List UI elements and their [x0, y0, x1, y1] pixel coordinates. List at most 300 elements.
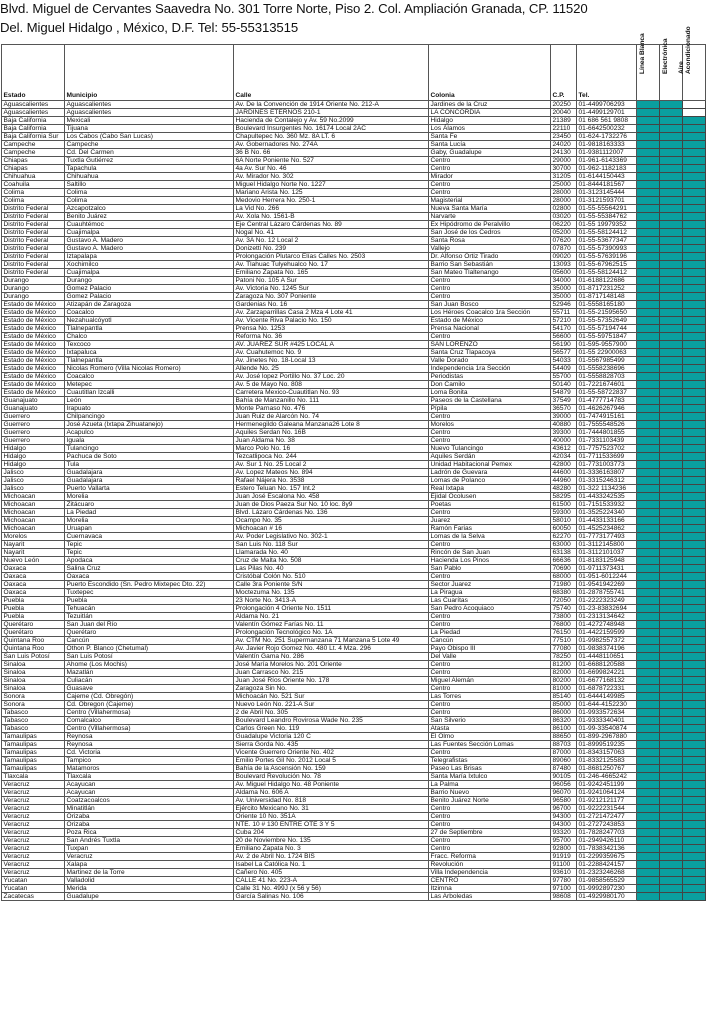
cell-calle: 23 Norte No. 3413-A — [234, 597, 429, 605]
table-row — [2, 533, 706, 541]
cell-estado: Tamaulipas — [2, 749, 65, 757]
service-electronica — [660, 229, 683, 237]
service-aire — [683, 221, 706, 229]
cell-estado: Guanajuato — [2, 405, 65, 413]
service-linea-blanca — [637, 509, 660, 517]
cell-estado: Jalisco — [2, 485, 65, 493]
cell-colonia: Santa Rosa — [429, 237, 551, 245]
service-aire — [683, 117, 706, 125]
service-electronica — [660, 389, 683, 397]
table-row — [2, 853, 706, 861]
service-linea-blanca — [637, 821, 660, 829]
cell-municipio: Saltillo — [65, 181, 234, 189]
cell-cp: 20040 — [551, 109, 577, 117]
service-linea-blanca — [637, 349, 660, 357]
service-linea-blanca — [637, 717, 660, 725]
cell-cp: 05600 — [551, 269, 577, 277]
cell-cp: 86100 — [551, 725, 577, 733]
service-linea-blanca — [637, 589, 660, 597]
cell-cp: 42034 — [551, 453, 577, 461]
table-row — [2, 597, 706, 605]
cell-estado: Michoacan — [2, 501, 65, 509]
cell-municipio: San Juan del Río — [65, 621, 234, 629]
cell-estado: Distrito Federal — [2, 261, 65, 269]
cell-cp: 96056 — [551, 781, 577, 789]
cell-estado: Puebla — [2, 597, 65, 605]
cell-estado: Michoacan — [2, 493, 65, 501]
cell-municipio: Veracruz — [65, 853, 234, 861]
service-aire — [683, 853, 706, 861]
cell-estado: Oaxaca — [2, 573, 65, 581]
service-electronica — [660, 485, 683, 493]
service-electronica — [660, 589, 683, 597]
cell-estado: Sinaloa — [2, 685, 65, 693]
cell-calle: Av. Xola No. 1561-B — [234, 213, 429, 221]
table-row — [2, 413, 706, 421]
service-electronica — [660, 573, 683, 581]
table-row — [2, 877, 706, 885]
cell-colonia: San José de los Cedros — [429, 229, 551, 237]
service-aire — [683, 533, 706, 541]
cell-estado: Oaxaca — [2, 589, 65, 597]
table-row — [2, 165, 706, 173]
cell-tel: 01-961-6143369 — [577, 157, 637, 165]
service-electronica — [660, 253, 683, 261]
cell-colonia: Las Torres — [429, 693, 551, 701]
cell-colonia: Ladrón de Guevara — [429, 469, 551, 477]
cell-colonia: San Pablo — [429, 565, 551, 573]
cell-calle: Av. CTM No. 251 Supermanzana 71 Manzana 5 Lote 49 — [234, 637, 429, 645]
cell-cp: 81000 — [551, 685, 577, 693]
cell-colonia: Centro — [429, 157, 551, 165]
service-linea-blanca — [637, 213, 660, 221]
service-linea-blanca — [637, 789, 660, 797]
cell-estado: Distrito Federal — [2, 205, 65, 213]
table-row — [2, 453, 706, 461]
cell-cp: 44960 — [551, 477, 577, 485]
service-linea-blanca — [637, 157, 660, 165]
cell-tel: 01-55-57390993 — [577, 245, 637, 253]
service-aire — [683, 765, 706, 773]
cell-estado: Querétaro — [2, 621, 65, 629]
column-header-tel: Tel. — [577, 45, 637, 101]
cell-colonia: Don Camilo — [429, 381, 551, 389]
cell-colonia: Centro — [429, 437, 551, 445]
cell-colonia: Paseos de la Castellana — [429, 397, 551, 405]
table-row — [2, 821, 706, 829]
cell-municipio: Colima — [65, 197, 234, 205]
cell-estado: Campeche — [2, 141, 65, 149]
service-aire — [683, 637, 706, 645]
service-electronica — [660, 493, 683, 501]
cell-colonia: Gaby, Guadalupe — [429, 149, 551, 157]
service-aire — [683, 813, 706, 821]
cell-cp: 39300 — [551, 429, 577, 437]
service-electronica — [660, 861, 683, 869]
cell-municipio: Zitácuaro — [65, 501, 234, 509]
cell-tel: 01-4448110651 — [577, 653, 637, 661]
cell-tel: 01-6144150443 — [577, 173, 637, 181]
cell-cp: 54409 — [551, 365, 577, 373]
service-electronica — [660, 221, 683, 229]
cell-tel: 01-4525234862 — [577, 525, 637, 533]
cell-tel: 01-6642500232 — [577, 125, 637, 133]
cell-colonia: Las Arboledas — [429, 893, 551, 901]
cell-calle: Guadalupe Victoria 120 C — [234, 733, 429, 741]
cell-municipio: Oaxaca — [65, 573, 234, 581]
service-linea-blanca — [637, 877, 660, 885]
service-linea-blanca — [637, 733, 660, 741]
cell-colonia: La Piragua — [429, 589, 551, 597]
cell-colonia: Periodistas — [429, 373, 551, 381]
cell-calle: Aldama No. 21 — [234, 613, 429, 621]
table-row — [2, 405, 706, 413]
cell-tel: 01-8717148148 — [577, 293, 637, 301]
service-aire — [683, 173, 706, 181]
cell-estado: Estado de México — [2, 333, 65, 341]
service-aire — [683, 293, 706, 301]
service-linea-blanca — [637, 669, 660, 677]
cell-calle: 4a Av. Sur No. 46 — [234, 165, 429, 173]
service-aire — [683, 773, 706, 781]
cell-estado: Michoacan — [2, 509, 65, 517]
cell-colonia: Centro — [429, 845, 551, 853]
cell-estado: Morelos — [2, 533, 65, 541]
service-electronica — [660, 181, 683, 189]
column-header-estado: Estado — [2, 45, 65, 101]
cell-cp: 55711 — [551, 309, 577, 317]
cell-estado: Sinaloa — [2, 677, 65, 685]
cell-municipio: Coacalco — [65, 309, 234, 317]
service-aire — [683, 869, 706, 877]
service-aire — [683, 677, 706, 685]
table-row — [2, 669, 706, 677]
cell-municipio: La Piedad — [65, 509, 234, 517]
cell-calle: Av. Vicente Riva Palacio No. 150 — [234, 317, 429, 325]
cell-calle: Juan Carrasco No. 215 — [234, 669, 429, 677]
service-electronica — [660, 413, 683, 421]
service-aire — [683, 245, 706, 253]
cell-tel: 01-8183125948 — [577, 557, 637, 565]
column-header-calle: Calle — [234, 45, 429, 101]
table-row — [2, 741, 706, 749]
cell-tel: 01-7828247703 — [577, 829, 637, 837]
cell-cp: 97100 — [551, 885, 577, 893]
cell-cp: 89060 — [551, 757, 577, 765]
cell-tel: 01-9222231544 — [577, 805, 637, 813]
cell-cp: 20250 — [551, 101, 577, 109]
cell-municipio: Morelia — [65, 493, 234, 501]
service-linea-blanca — [637, 853, 660, 861]
cell-colonia: Centro — [429, 277, 551, 285]
service-electronica — [660, 349, 683, 357]
cell-estado: Veracruz — [2, 797, 65, 805]
cell-cp: 95700 — [551, 837, 577, 845]
cell-estado: Quintana Roo — [2, 637, 65, 645]
table-row — [2, 269, 706, 277]
table-row — [2, 277, 706, 285]
table-row — [2, 621, 706, 629]
table-row — [2, 197, 706, 205]
table-row — [2, 845, 706, 853]
cell-municipio: Cancún — [65, 637, 234, 645]
cell-municipio: Chilpancingo — [65, 413, 234, 421]
table-row — [2, 317, 706, 325]
cell-tel: 01-5567985499 — [577, 357, 637, 365]
cell-estado: Zacatecas — [2, 893, 65, 901]
cell-cp: 22110 — [551, 125, 577, 133]
cell-cp: 09020 — [551, 253, 577, 261]
cell-cp: 59300 — [551, 509, 577, 517]
column-header-linea-blanca-label: Línea Blanca — [639, 33, 646, 74]
table-row — [2, 605, 706, 613]
cell-colonia: Centro — [429, 709, 551, 717]
cell-municipio: San Andrés Tuxtla — [65, 837, 234, 845]
service-aire — [683, 829, 706, 837]
cell-tel: 01-595-9557900 — [577, 341, 637, 349]
cell-colonia: Unidad Habitacional Pemex — [429, 461, 551, 469]
service-aire — [683, 645, 706, 653]
cell-cp: 34000 — [551, 277, 577, 285]
cell-calle: Av. Poder Legislativo No. 302-1 — [234, 533, 429, 541]
cell-tel: 01-8717231252 — [577, 285, 637, 293]
service-electronica — [660, 421, 683, 429]
service-linea-blanca — [637, 597, 660, 605]
cell-tel: 01-7331103439 — [577, 437, 637, 445]
cell-colonia: Santa Cruz Tlapacoya — [429, 349, 551, 357]
cell-cp: 68000 — [551, 573, 577, 581]
cell-colonia: Barrio San Sebastián — [429, 261, 551, 269]
service-electronica — [660, 709, 683, 717]
cell-calle: Medovio Herrera No. 250-1 — [234, 197, 429, 205]
service-linea-blanca — [637, 813, 660, 821]
service-aire — [683, 565, 706, 573]
service-electronica — [660, 365, 683, 373]
table-row — [2, 541, 706, 549]
service-aire — [683, 317, 706, 325]
service-linea-blanca — [637, 661, 660, 669]
cell-estado: Estado de México — [2, 349, 65, 357]
service-aire — [683, 837, 706, 845]
cell-cp: 21389 — [551, 117, 577, 125]
cell-colonia: Centro — [429, 621, 551, 629]
table-row — [2, 205, 706, 213]
cell-estado: Estado de México — [2, 373, 65, 381]
cell-municipio: Puebla — [65, 597, 234, 605]
cell-cp: 70690 — [551, 565, 577, 573]
service-linea-blanca — [637, 637, 660, 645]
table-row — [2, 229, 706, 237]
cell-cp: 92800 — [551, 845, 577, 853]
service-aire — [683, 325, 706, 333]
service-linea-blanca — [637, 357, 660, 365]
cell-colonia: Centro — [429, 189, 551, 197]
cell-tel: 01-9381112007 — [577, 149, 637, 157]
cell-municipio: Acapulco — [65, 429, 234, 437]
cell-tel: 01-55-21595650 — [577, 309, 637, 317]
cell-estado: Tabasco — [2, 709, 65, 717]
cell-colonia: Prensa Nacional — [429, 325, 551, 333]
cell-municipio: Tuxtla Gutiérrez — [65, 157, 234, 165]
service-linea-blanca — [637, 389, 660, 397]
cell-cp: 02800 — [551, 205, 577, 213]
cell-colonia: Santa Fe — [429, 133, 551, 141]
cell-municipio: Cuautitlan Izcalli — [65, 389, 234, 397]
service-electronica — [660, 269, 683, 277]
service-aire — [683, 101, 706, 109]
service-linea-blanca — [637, 293, 660, 301]
cell-calle: Av. Sur 1 No. 25 Local 2 — [234, 461, 429, 469]
cell-cp: 35000 — [551, 293, 577, 301]
table-row — [2, 789, 706, 797]
service-linea-blanca — [637, 477, 660, 485]
cell-calle: Calle 3ra Poniente S/N — [234, 581, 429, 589]
cell-estado: Michoacan — [2, 525, 65, 533]
cell-colonia: San Pedro Acoquiaco — [429, 605, 551, 613]
cell-cp: 56577 — [551, 349, 577, 357]
cell-tel: 01-55-67962515 — [577, 261, 637, 269]
service-linea-blanca — [637, 701, 660, 709]
cell-colonia: La Palma — [429, 781, 551, 789]
cell-estado: Estado de México — [2, 325, 65, 333]
cell-estado: Guanajuato — [2, 397, 65, 405]
cell-estado: Colima — [2, 197, 65, 205]
cell-calle: Michoacan # 16 — [234, 525, 429, 533]
cell-tel: 01-7474915161 — [577, 413, 637, 421]
service-electronica — [660, 605, 683, 613]
cell-estado: Aguascalientes — [2, 101, 65, 109]
cell-cp: 91919 — [551, 853, 577, 861]
cell-cp: 75740 — [551, 605, 577, 613]
cell-municipio: Cd. Del Carmen — [65, 149, 234, 157]
cell-tel: 01-6688120588 — [577, 661, 637, 669]
service-linea-blanca — [637, 741, 660, 749]
table-row — [2, 173, 706, 181]
cell-calle: Av. Universidad No. 818 — [234, 797, 429, 805]
cell-tel: 01-7555548526 — [577, 421, 637, 429]
cell-colonia: Centro — [429, 573, 551, 581]
cell-tel: 01-55-59751847 — [577, 333, 637, 341]
service-linea-blanca — [637, 845, 660, 853]
cell-colonia: Estado de México — [429, 317, 551, 325]
cell-estado: Durango — [2, 293, 65, 301]
cell-colonia: El Olmo — [429, 733, 551, 741]
service-aire — [683, 237, 706, 245]
cell-colonia: Hacienda Los Pinos — [429, 557, 551, 565]
service-aire — [683, 157, 706, 165]
cell-calle: Michoacán No. 521 Sur — [234, 693, 429, 701]
table-row — [2, 333, 706, 341]
table-row — [2, 469, 706, 477]
service-linea-blanca — [637, 493, 660, 501]
cell-colonia: Centro — [429, 821, 551, 829]
cell-estado: Distrito Federal — [2, 245, 65, 253]
table-row — [2, 653, 706, 661]
cell-tel: 01-9933572634 — [577, 709, 637, 717]
cell-cp: 78250 — [551, 653, 577, 661]
cell-calle: Juan José Ríos Oriente No. 178 — [234, 677, 429, 685]
service-aire — [683, 493, 706, 501]
cell-cp: 82000 — [551, 669, 577, 677]
cell-cp: 87480 — [551, 765, 577, 773]
table-row — [2, 245, 706, 253]
service-electronica — [660, 533, 683, 541]
service-linea-blanca — [637, 445, 660, 453]
cell-tel: 01-55-58124412 — [577, 269, 637, 277]
cell-colonia: Los Héroes Coacalco 1ra Sección — [429, 309, 551, 317]
service-electronica — [660, 141, 683, 149]
service-electronica — [660, 261, 683, 269]
table-row — [2, 805, 706, 813]
cell-colonia: Loma Bonita — [429, 389, 551, 397]
cell-calle: Prolongación Plutarco Elías Calles No. 2503 — [234, 253, 429, 261]
service-linea-blanca — [637, 557, 660, 565]
service-aire — [683, 461, 706, 469]
service-linea-blanca — [637, 797, 660, 805]
table-row — [2, 893, 706, 901]
cell-cp: 77080 — [551, 645, 577, 653]
cell-cp: 66636 — [551, 557, 577, 565]
cell-estado: Baja California — [2, 117, 65, 125]
cell-calle: Emilio Portes Gil No. 2012 Local 5 — [234, 757, 429, 765]
cell-calle: 20 de Noviembre No. 135 — [234, 837, 429, 845]
cell-estado: Colima — [2, 189, 65, 197]
cell-estado: Guerrero — [2, 429, 65, 437]
cell-municipio: Tijuana — [65, 125, 234, 133]
cell-tel: 01-644-4152230 — [577, 701, 637, 709]
table-row — [2, 109, 706, 117]
service-electronica — [660, 621, 683, 629]
service-linea-blanca — [637, 149, 660, 157]
table-row — [2, 285, 706, 293]
cell-calle: La Vid No. 266 — [234, 205, 429, 213]
service-linea-blanca — [637, 245, 660, 253]
table-row — [2, 717, 706, 725]
service-aire — [683, 581, 706, 589]
cell-tel: 01-6444149985 — [577, 693, 637, 701]
cell-tel: 01-2313134642 — [577, 613, 637, 621]
service-linea-blanca — [637, 869, 660, 877]
cell-tel: 01-55-57194744 — [577, 325, 637, 333]
cell-municipio: Merida — [65, 885, 234, 893]
table-row — [2, 461, 706, 469]
cell-colonia: Centro — [429, 837, 551, 845]
service-electronica — [660, 373, 683, 381]
service-linea-blanca — [637, 453, 660, 461]
table-row — [2, 861, 706, 869]
cell-colonia: Las Cuarítas — [429, 597, 551, 605]
service-aire — [683, 749, 706, 757]
service-electronica — [660, 845, 683, 853]
cell-colonia: Pípila — [429, 405, 551, 413]
service-aire — [683, 397, 706, 405]
cell-tel: 01-5558238696 — [577, 365, 637, 373]
cell-tel: 01-2288424157 — [577, 861, 637, 869]
table-row — [2, 549, 706, 557]
cell-tel: 01-55-55564291 — [577, 205, 637, 213]
cell-tel: 01-7151533932 — [577, 501, 637, 509]
table-row — [2, 565, 706, 573]
service-electronica — [660, 205, 683, 213]
cell-estado: Guerrero — [2, 437, 65, 445]
service-aire — [683, 557, 706, 565]
service-linea-blanca — [637, 429, 660, 437]
cell-municipio: Nicolas Romero (Villa Nicolas Romero) — [65, 365, 234, 373]
cell-estado: Guerrero — [2, 413, 65, 421]
cell-municipio: Acayucan — [65, 789, 234, 797]
cell-tel: 01-3112145800 — [577, 541, 637, 549]
service-aire — [683, 333, 706, 341]
